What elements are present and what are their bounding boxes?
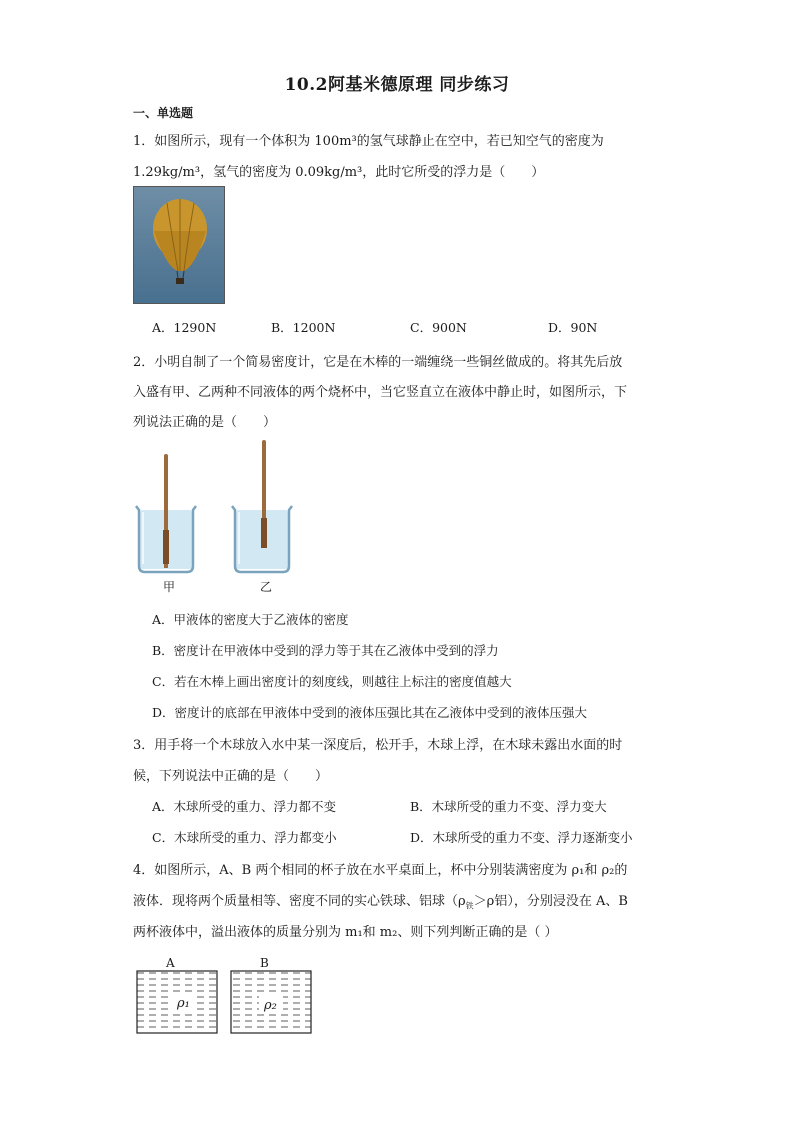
q2-option-a[interactable]: A．甲液体的密度大于乙液体的密度 [152, 612, 349, 627]
densimeter-yi [261, 440, 267, 548]
balloon-icon [134, 187, 224, 303]
q4-line1: 4．如图所示，A、B 两个相同的杯子放在水平桌面上，杯中分别装满密度为 ρ₁和 ρ₂的 [133, 863, 628, 878]
cup-label-b: B [260, 956, 269, 970]
q1-option-a[interactable]: A．1290N [152, 320, 217, 335]
q4-line2 [133, 890, 628, 912]
q3-option-a[interactable]: A．木球所受的重力、浮力都不变 [152, 799, 337, 814]
q2-line3: 列说法正确的是（ ） [133, 415, 277, 430]
label-yi: 乙 [260, 580, 273, 594]
q1-line2: 1.29kg/m³，氢气的密度为 0.09kg/m³，此时它所受的浮力是（ ） [133, 165, 545, 180]
q1-option-d[interactable]: D．90N [548, 320, 598, 335]
q3-option-c[interactable]: C．木球所受的重力、浮力都变小 [152, 830, 337, 845]
cups-figure [136, 970, 316, 1035]
q4-line2-end: ），分别浸没在 A、B [507, 894, 628, 909]
label-jia: 甲 [163, 580, 176, 594]
page-title: 10.2阿基米德原理 同步练习 [284, 75, 510, 95]
q1-line1: 1．如图所示，现有一个体积为 100m³的氢气球静止在空中，若已知空气的密度为 [133, 134, 604, 149]
q4-line3: 两杯液体中，溢出液体的质量分别为 m₁和 m₂、则下列判断正确的是（ ） [133, 925, 558, 940]
cup-label-a: A [166, 956, 175, 970]
q3-line1: 3．用手将一个木球放入水中某一深度后，松开手，木球上浮，在木球未露出水面的时 [133, 738, 623, 753]
hot-air-balloon-photo [133, 186, 225, 304]
greater-than: ＞ρ [473, 894, 495, 909]
section-heading: 一、单选题 [133, 106, 194, 120]
q2-option-d[interactable]: D．密度计的底部在甲液体中受到的液体压强比其在乙液体中受到的液体压强大 [152, 705, 588, 720]
q2-line2: 入盛有甲、乙两种不同液体的两个烧杯中，当它竖直立在液体中静止时，如图所示，下 [133, 385, 628, 400]
rho2-label: ρ₂ [264, 998, 277, 1013]
rho1-label: ρ₁ [177, 996, 190, 1011]
q2-option-c[interactable]: C．若在木棒上画出密度计的刻度线，则越往上标注的密度值越大 [152, 674, 512, 689]
q4-line2-start: 液体．现将两个质量相等、密度不同的实心铁球、铝球（ρ [133, 894, 466, 909]
subscript-iron: 铁 [465, 901, 474, 911]
q3-option-b[interactable]: B．木球所受的重力不变、浮力变大 [410, 799, 607, 814]
densimeter-beakers-figure [133, 440, 313, 580]
q1-option-b[interactable]: B．1200N [271, 320, 336, 335]
q3-line2: 候，下列说法中正确的是（ ） [133, 769, 329, 784]
q2-line1: 2．小明自制了一个简易密度计，它是在木棒的一端缠绕一些铜丝做成的。将其先后放 [133, 355, 623, 370]
q3-option-d[interactable]: D．木球所受的重力不变、浮力逐渐变小 [410, 830, 633, 845]
q1-option-c[interactable]: C．900N [410, 320, 467, 335]
q2-option-b[interactable]: B．密度计在甲液体中受到的浮力等于其在乙液体中受到的浮力 [152, 643, 499, 658]
subscript-aluminium: 铝 [494, 894, 508, 909]
